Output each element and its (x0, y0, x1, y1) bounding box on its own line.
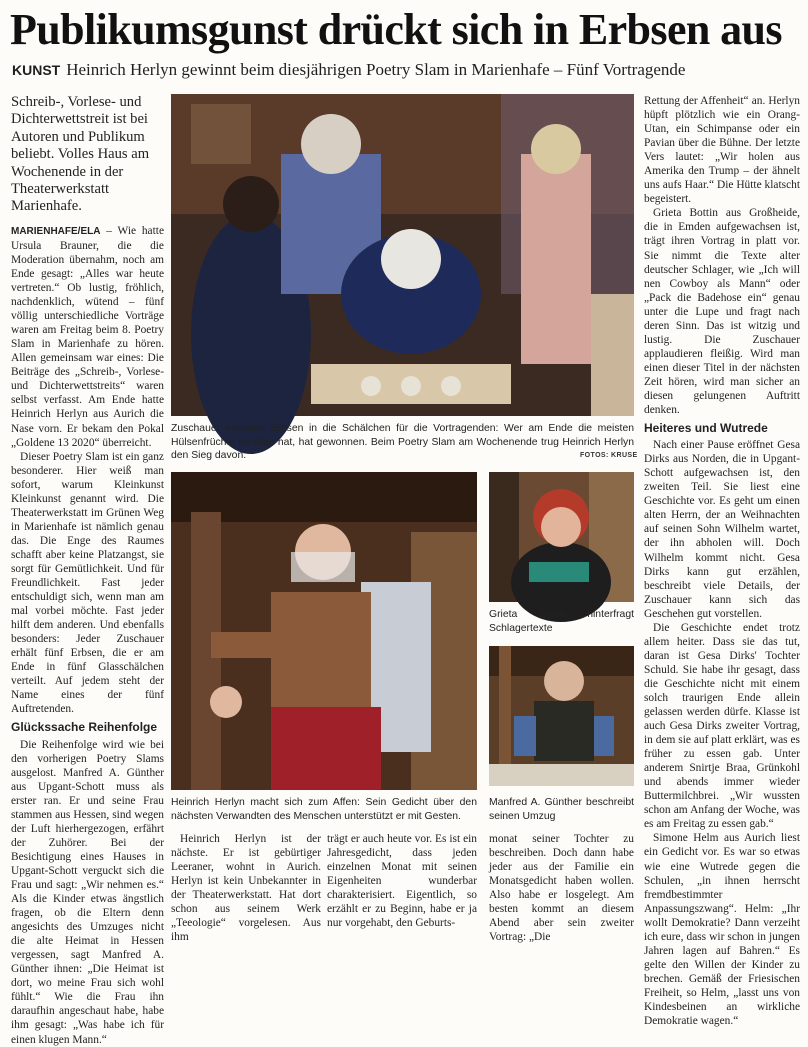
bottom-column-c (489, 832, 634, 944)
paragraph: monat seiner Tochter zu beschreiben. Doch dann habe jeder aus der Familie ein Monatsgedicht haben wollen. Also habe er losgelegt. Am besten kommt an diesem Abend aber sein zweiter Vortrag: „Die (489, 833, 634, 944)
paragraph: trägt er auch heute vor. Es ist ein Jahresgedicht, dass jeden einzelnen Monat mit seinen Eigenheiten wunderbar charakterisiert. Eigentlich, so erzählt er zu Beginn, habe er ja nur vorgehabt, den Geburts- (327, 833, 477, 930)
paragraph: Die Geschichte endet trotz allem heiter. Dass sie das tut, daran ist Gesa Dirks' Tochter Schuld. Sie habe ihr gesagt, dass die Geschichte nicht mit einem solch traurigen Ende allein gelassen werden dürfe. Klasse ist auch Gesa Dirks zweiter Vortrag, in dem sie auf platt erklärt, was es früher zu essen gab. Unter anderem Snirtje Braa, Grünkohl und abends immer wieder Buttermilchbrei. „Wir wussten schon am Anfang der Woche, was es am Freitag zu essen gab.“ (644, 621, 800, 831)
headline: Publikumsgunst drückt sich in Erbsen aus (10, 5, 782, 54)
paragraph: Dieser Poetry Slam ist ein ganz besonderer. Hier weiß man sofort, warum Kleinkunst Kleinkunst genannt wird. Die Theaterwerkstatt im Grünen Weg in Marienhafe ist nämlich genau das. Die Enge des Raumes schafft aber keine Platzangst, sie sorgt für Gemütlichkeit. Und für Freundlichkeit. Fast jeder entschuldigt sich, wenn man am mal vorbei möchte. Fast jeder hilft dem anderen. Und ebenfalls besonders: Jeder Zuschauer erhält fünf Erbsen, die er am Ende in fünf Glasschälchen verteilt. Auf jedem steht der Name eines der fünf Auftretenden. (11, 450, 164, 716)
right-column (644, 94, 800, 1028)
section-heading: Glückssache Reihenfolge (11, 720, 158, 735)
paragraph: Simone Helm aus Aurich liest ein Gedicht vor. Es war so etwas wie eine Wutrede gegen die Schulen, „in ihnen herrscht fremdbestimmter Anpassungszwang“. Helm: „Ihr wollt Demokratie? Dann verzeiht ich eure, dass wir schon in jungen Jahren lagen auf Bahren.“ Es gelte den Willen der Kinder zu brechen. Gemäß der Friesischen Freiheit, so Helm, „lasst uns von Kindesbeinen an wirkliche Demokratie wagen.“ (644, 832, 800, 1028)
photo-audience-peas (171, 94, 634, 416)
subhead-text: Heinrich Herlyn gewinnt beim diesjährigen Poetry Slam in Marienhafe – Fünf Vortragende (66, 60, 686, 79)
bottom-column-a (171, 832, 321, 944)
bottom-column-b (327, 832, 477, 930)
paragraph-intro (11, 224, 164, 450)
photo-bottin (489, 472, 634, 602)
photo-credit: FOTOS: KRUSE (580, 452, 638, 459)
section-heading: Heiteres und Wutrede (644, 421, 768, 436)
subhead-kicker: KUNST (12, 62, 61, 78)
paragraph: Die Reihenfolge wird wie bei den vorherigen Poetry Slams ausgelost. Manfred A. Günther aus Upgant-Schott muss als erster ran. Er und seine Frau stammen aus Hessen, sind wegen der Luft hierhergezogen, erfährt der Zuhörer. Bei der Besichtigung eines Hauses in Upgant-Schott verguckt sich die Frau und sagt: „Wir nehmen es.“ Als die Kinder etwas ängstlich fragen, ob die Eltern denn angesichts des Umzuges nicht die alte Heimat in Hessen vergessen, sagt Manfred A. Günther ihnen: „Die Heimat ist dort, wo meine Frau sich wohl fühlt.“ Wie die Frau ihn daraufhin angeschaut habe, habe ihm gesagt: „Was habe ich für einen klugen Mann.“ (11, 738, 164, 1046)
caption-guenther: Manfred A. Günther beschreibt seinen Umzug (489, 797, 634, 822)
photo-guenther (489, 646, 634, 786)
caption-top: Zuschauer verteilen Erbsen in die Schälchen für die Vortragenden: Wer am Ende die meisten Hülsenfrüchte im Glas hat, hat gewonnen. Beim Poetry Slam am Wochenende trug Heinrich Herlyn den Sieg davon. (171, 423, 634, 462)
paragraph: Heinrich Herlyn ist der nächste. Er ist gebürtiger Leeraner, wohnt in Aurich. Herlyn ist kein Unbekannter in der Theaterwerkstatt. Hat dort schon aus seinem Werk „Teeologie“ vorgelesen. Aus ihm (171, 833, 321, 944)
dateline: MARIENHAFE/ELA (11, 225, 101, 237)
paragraph-intro-text: – Wie hatte Ursula Brauner, die die Moderation übernahm, noch am Ende gesagt: „Alles war heute vertreten.“ Ob lustig, fröhlich, nachdenklich, wütend – fünf völlig unterschiedliche Vorträge waren am Freitag beim 8. Poetry Slam in Marienhafe zu hören. Allen gemeinsam war eines: Die Beiträge des „Schreib-, Vorlese- und Dichterwettstreits“ waren selbst verfasst. Am Ende hatte Heinrich Herlyn aus Aurich die Nase vorn. Er bekam den Pokal „Goldene 13 2020“ überreicht. (11, 224, 164, 449)
paragraph: Nach einer Pause eröffnet Gesa Dirks aus Norden, die in Upgant-Schott aufgewachsen ist, den zweiten Teil. Sie liest eine Geschichte vor. Es geht um einen alten Herrn, der an Weihnachten auf seinen Sohn Wilhelm wartet, der ihn abholen will. Doch Wilhelm kommt nicht. Gesa Dirks kann gut erzählen, beschreibt viele Details, der Zuschauer kann sich das Geschehen gut vorstellen. (644, 439, 800, 620)
paragraph: Rettung der Affenheit“ an. Herlyn hüpft plötzlich wie ein Orang-Utan, ein Schimpanse oder ein Pavian über die Bühne. Der letzte Vers lautet: „Wir holen aus Amerika den Trump – der ähnelt uns aufs Haar.“ Die Hütte klatscht begeistert. (644, 95, 800, 206)
left-column (11, 94, 164, 1047)
teaser: Schreib-, Vorlese- und Dichterwettstreit ist bei Autoren und Publikum beliebt. Volles Haus am Wochenende in der Theaterwerkstatt Marienhafe. (11, 94, 150, 215)
photo-herlyn (171, 472, 477, 790)
subhead (12, 60, 798, 80)
caption-bottin: Grieta Bottin hinterfragt Schlagertexte (489, 609, 634, 634)
paragraph: Grieta Bottin aus Großheide, die in Emden aufgewachsen ist, trägt ihren Vortrag in platt vor. Sie nimmt die Texte alter deutscher Schlager, wie „Ich will nen Cowboy als Mann“ oder „Pack die Badehose ein“ genau unter die Lupe und fragt nach deren Sinn. Das ist witzig und lustig. Die Zuschauer applaudieren fleißig. Wird man einen dieser Titel in der nächsten Zeit hören, wird man sicher an diesen gelungenen Auftritt denken. (644, 207, 800, 417)
caption-herlyn: Heinrich Herlyn macht sich zum Affen: Sein Gedicht über den nächsten Verwandten des Menschen unterstützt er mit Gesten. (171, 797, 477, 822)
